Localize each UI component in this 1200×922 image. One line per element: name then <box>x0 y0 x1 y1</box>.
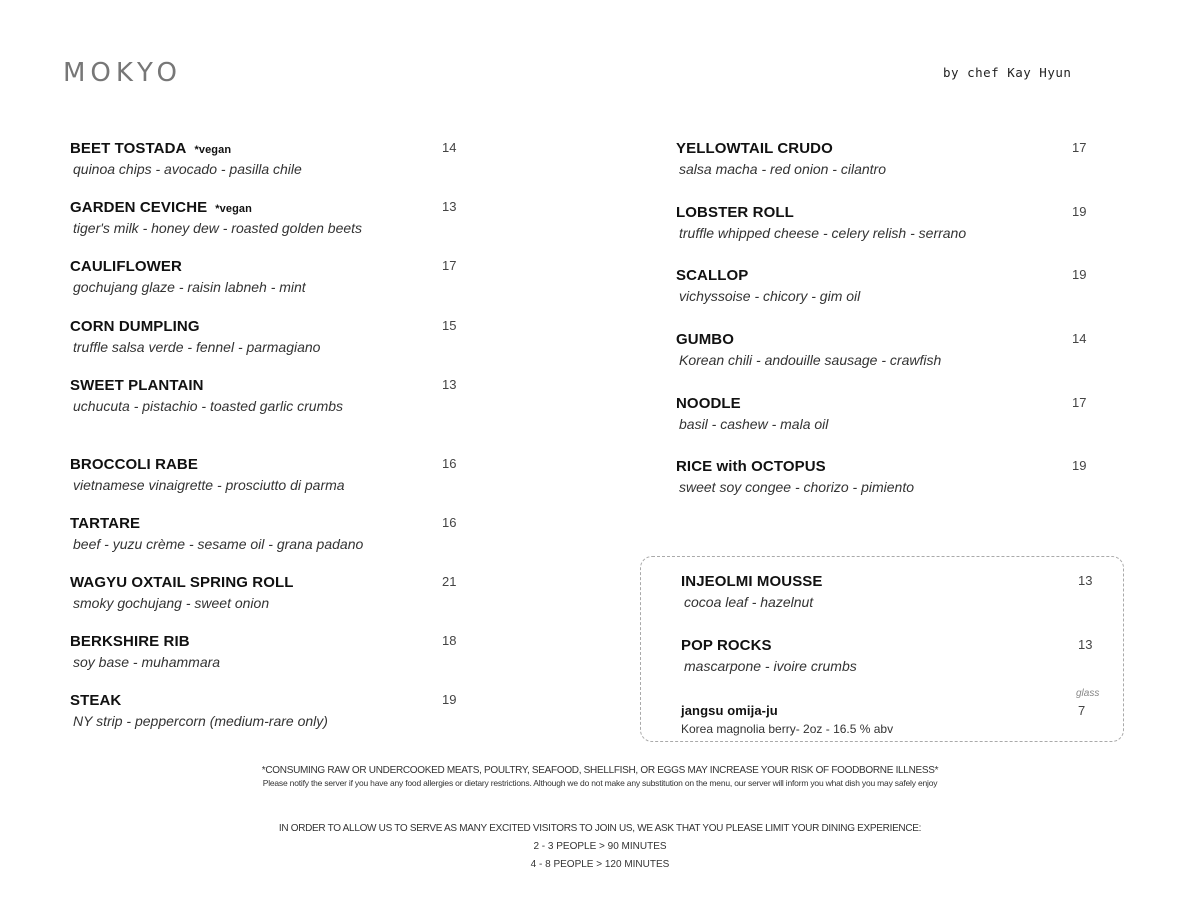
dish-name <box>676 267 1096 284</box>
drink-name: jangsu omija-ju <box>681 703 778 718</box>
menu-item <box>676 204 1096 241</box>
dish-description: cocoa leaf - hazelnut <box>684 594 814 610</box>
menu-item <box>70 377 470 414</box>
menu-item <box>676 140 1096 177</box>
dish-name-text: SCALLOP <box>676 267 749 284</box>
dish-name <box>676 331 1096 348</box>
dish-price: 18 <box>442 633 457 648</box>
dish-name-text: RICE with OCTOPUS <box>676 458 826 475</box>
dish-price: 14 <box>442 140 457 155</box>
glass-label: glass <box>1076 688 1100 699</box>
dish-name: POP ROCKS <box>681 637 772 654</box>
dish-name-text: BERKSHIRE RIB <box>70 633 190 650</box>
allergy-notice: Please notify the server if you have any food allergies or dietary restrictions. Although we do not make any substitution on the menu, our server will inform you what dish you may safely enjoy <box>262 778 938 788</box>
menu-item <box>70 515 470 552</box>
dish-description: mascarpone - ivoire crumbs <box>684 658 857 674</box>
menu-item <box>676 458 1096 495</box>
dish-name-text: SWEET PLANTAIN <box>70 377 204 394</box>
dish-name <box>70 140 470 157</box>
large-party-limit: 4 - 8 PEOPLE > 120 MINUTES <box>530 859 670 870</box>
dish-price: 13 <box>442 377 457 392</box>
drink-price: 7 <box>1078 703 1086 718</box>
dish-description: uchucuta - pistachio - toasted garlic crumbs <box>73 398 344 414</box>
vegan-tag: *vegan <box>194 144 232 156</box>
dish-name-text: LOBSTER ROLL <box>676 204 794 221</box>
menu-item <box>70 318 470 355</box>
dish-description: vichyssoise - chicory - gim oil <box>679 288 861 304</box>
menu-item <box>676 267 1096 304</box>
dining-time-notice: IN ORDER TO ALLOW US TO SERVE AS MANY EXCITED VISITORS TO JOIN US, WE ASK THAT YOU PLEASE LIMIT YOUR DINING EXPERIENCE: <box>278 823 922 834</box>
dish-description: beef - yuzu crème - sesame oil - grana padano <box>73 536 364 552</box>
dish-price: 19 <box>1072 204 1087 219</box>
dish-name-text: YELLOWTAIL CRUDO <box>676 140 833 157</box>
menu-item <box>70 199 470 236</box>
menu-item <box>70 456 470 493</box>
restaurant-logo: MOKYO <box>63 58 182 88</box>
dish-name-text: NOODLE <box>676 395 741 412</box>
dish-price: 17 <box>1072 140 1087 155</box>
drink-description: Korea magnolia berry- 2oz - 16.5 % abv <box>681 722 894 736</box>
dessert-item <box>681 573 1101 610</box>
dish-description: basil - cashew - mala oil <box>679 416 829 432</box>
drink-item <box>681 703 1101 736</box>
dish-name <box>676 140 1096 157</box>
dish-name <box>70 515 470 532</box>
dish-name: INJEOLMI MOUSSE <box>681 573 823 590</box>
dish-price: 14 <box>1072 331 1087 346</box>
dish-price: 13 <box>442 199 457 214</box>
dish-price: 19 <box>1072 458 1087 473</box>
dish-price: 19 <box>1072 267 1087 282</box>
dish-description: tiger's milk - honey dew - roasted golden beets <box>73 220 363 236</box>
dish-name <box>70 258 470 275</box>
dish-price: 15 <box>442 318 457 333</box>
dish-name <box>70 574 470 591</box>
menu-item <box>70 258 470 295</box>
menu-item <box>70 574 470 611</box>
dish-description: truffle salsa verde - fennel - parmagiano <box>73 339 321 355</box>
dish-description: gochujang glaze - raisin labneh - mint <box>73 279 306 295</box>
dish-description: Korean chili - andouille sausage - crawfish <box>679 352 942 368</box>
food-safety-warning: *CONSUMING RAW OR UNDERCOOKED MEATS, POULTRY, SEAFOOD, SHELLFISH, OR EGGS MAY INCREASE YOUR RISK OF FOODBORNE ILLNESS* <box>261 765 939 776</box>
dish-name-text: CAULIFLOWER <box>70 258 182 275</box>
menu-item <box>676 331 1096 368</box>
dish-description: NY strip - peppercorn (medium-rare only) <box>73 713 328 729</box>
dish-description: soy base - muhammara <box>73 654 221 670</box>
dish-description: smoky gochujang - sweet onion <box>73 595 270 611</box>
dish-description: vietnamese vinaigrette - prosciutto di parma <box>73 477 345 493</box>
menu-item <box>70 692 470 729</box>
dish-description: quinoa chips - avocado - pasilla chile <box>73 161 302 177</box>
dish-description: salsa macha - red onion - cilantro <box>679 161 886 177</box>
dish-price: 13 <box>1078 637 1093 652</box>
vegan-tag: *vegan <box>215 203 252 215</box>
dish-name-text: STEAK <box>70 692 122 709</box>
menu-item <box>676 395 1096 432</box>
dish-name <box>70 318 470 335</box>
dish-price: 21 <box>442 574 457 589</box>
dish-price: 16 <box>442 515 457 530</box>
menu-item <box>70 633 470 670</box>
dish-name-text: TARTARE <box>70 515 141 532</box>
dish-name <box>70 377 470 394</box>
dish-price: 13 <box>1078 573 1093 588</box>
small-party-limit: 2 - 3 PEOPLE > 90 MINUTES <box>533 841 667 852</box>
dish-name-text: BEET TOSTADA <box>70 140 187 157</box>
dish-name-text: BROCCOLI RABE <box>70 456 198 473</box>
dish-price: 17 <box>1072 395 1087 410</box>
dish-description: truffle whipped cheese - celery relish - serrano <box>679 225 967 241</box>
chef-byline: by chef Kay Hyun <box>943 65 1072 80</box>
dish-price: 16 <box>442 456 457 471</box>
dish-name <box>70 456 470 473</box>
menu-item <box>70 140 470 177</box>
dish-name-text: CORN DUMPLING <box>70 318 200 335</box>
dish-name-text: GARDEN CEVICHE <box>70 199 208 216</box>
dish-name <box>676 204 1096 221</box>
dessert-section <box>640 556 1124 742</box>
dish-description: sweet soy congee - chorizo - pimiento <box>679 479 914 495</box>
dish-name <box>70 692 470 709</box>
dish-name <box>70 633 470 650</box>
dish-price: 17 <box>442 258 457 273</box>
dish-name <box>70 199 470 216</box>
dish-name <box>676 395 1096 412</box>
dish-name-text: GUMBO <box>676 331 734 348</box>
dessert-item <box>681 637 1101 674</box>
dish-price: 19 <box>442 692 457 707</box>
dish-name <box>676 458 1096 475</box>
dish-name-text: WAGYU OXTAIL SPRING ROLL <box>70 574 294 591</box>
